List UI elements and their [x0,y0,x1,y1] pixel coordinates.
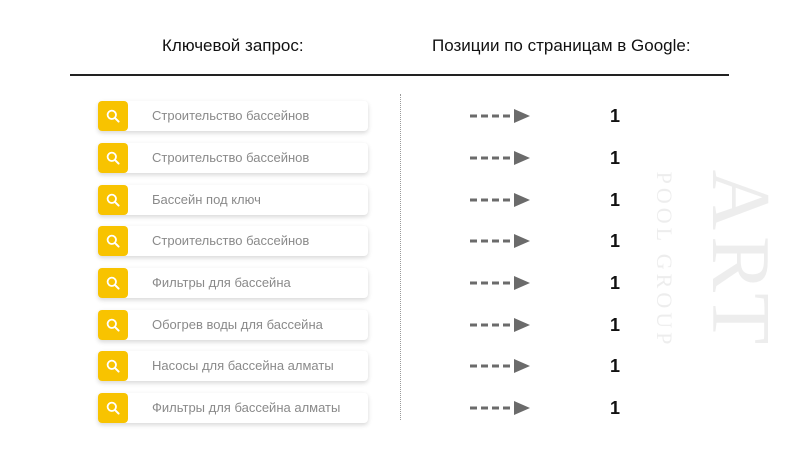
search-query-box[interactable] [98,393,368,423]
google-position-value: 1 [610,273,621,293]
google-position-value: 1 [610,315,621,335]
dashed-arrow-icon [470,274,532,292]
search-query-box[interactable] [98,185,368,215]
svg-text:POOL GROUP: POOL GROUP [652,171,677,349]
keyword-row [0,393,800,425]
svg-text:ART: ART [694,169,787,351]
keyword-row [0,226,800,258]
positions-column-title: Позиции по страницам в Google: [432,36,691,55]
search-query-text: Насосы для бассейна алматы [152,358,334,373]
google-position-value: 1 [610,148,621,168]
google-position-value: 1 [610,190,621,210]
search-query-text: Строительство бассейнов [152,150,310,165]
search-icon[interactable] [98,185,128,215]
dashed-arrow-icon [470,191,532,209]
google-position-value: 1 [610,231,621,251]
search-query-box[interactable] [98,268,368,298]
search-icon[interactable] [98,351,128,381]
search-query-text: Строительство бассейнов [152,108,310,123]
search-icon[interactable] [98,101,128,131]
search-query-text: Бассейн под ключ [152,192,261,207]
google-position-value: 1 [610,106,621,126]
dashed-arrow-icon [470,232,532,250]
search-query-text: Строительство бассейнов [152,233,310,248]
keyword-row [0,101,800,133]
google-position-value: 1 [610,356,621,376]
search-icon[interactable] [98,268,128,298]
dashed-arrow-icon [470,399,532,417]
dashed-arrow-icon [470,357,532,375]
search-query-box[interactable] [98,101,368,131]
keyword-row [0,185,800,217]
google-position-value: 1 [610,398,621,418]
search-icon[interactable] [98,143,128,173]
search-query-box[interactable] [98,143,368,173]
search-icon[interactable] [98,393,128,423]
search-query-box[interactable] [98,310,368,340]
keyword-row [0,351,800,383]
keyword-row [0,310,800,342]
search-query-text: Фильтры для бассейна алматы [152,400,341,415]
search-query-text: Обогрев воды для бассейна [152,317,323,332]
search-query-box[interactable] [98,226,368,256]
header-divider [70,74,729,76]
keyword-row [0,143,800,175]
dashed-arrow-icon [470,107,532,125]
dashed-arrow-icon [470,316,532,334]
search-icon[interactable] [98,226,128,256]
search-query-box[interactable] [98,351,368,381]
keyword-column-title: Ключевой запрос: [162,36,304,55]
search-query-text: Фильтры для бассейна [152,275,291,290]
dashed-arrow-icon [470,149,532,167]
search-icon[interactable] [98,310,128,340]
keyword-row [0,268,800,300]
